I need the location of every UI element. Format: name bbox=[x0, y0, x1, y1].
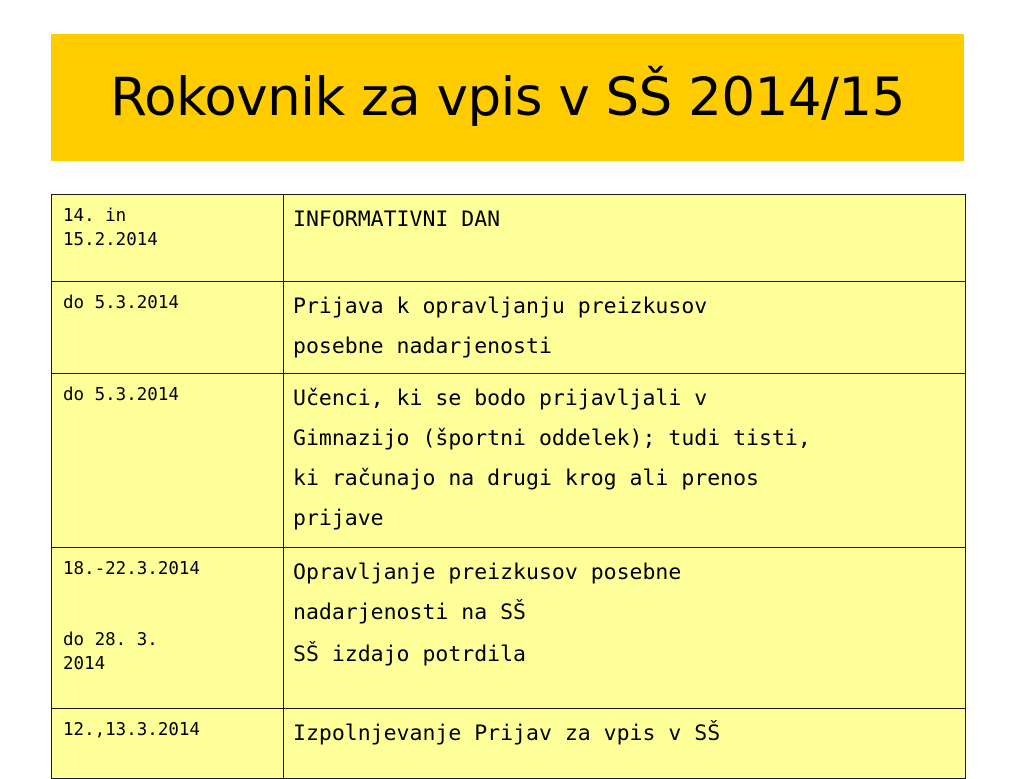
table-row bbox=[52, 374, 966, 548]
event-text: prijave bbox=[293, 506, 384, 531]
event-text: ki računajo na drugi krog ali prenos bbox=[293, 466, 759, 491]
date-text: do 28. 3. bbox=[63, 630, 158, 650]
date-text: 12.,13.3.2014 bbox=[63, 720, 200, 740]
date-cell bbox=[52, 374, 284, 548]
date-cell bbox=[52, 709, 284, 779]
table-row bbox=[52, 195, 966, 282]
date-text: 15.2.2014 bbox=[63, 230, 158, 250]
event-text: SŠ izdajo potrdila bbox=[293, 642, 526, 667]
date-cell bbox=[52, 195, 284, 282]
date-cell bbox=[52, 282, 284, 374]
event-text: nadarjenosti na SŠ bbox=[293, 600, 526, 625]
date-text: 18.-22.3.2014 bbox=[63, 559, 200, 579]
event-text: posebne nadarjenosti bbox=[293, 334, 552, 359]
table-row bbox=[52, 282, 966, 374]
event-text: Opravljanje preizkusov posebne bbox=[293, 560, 682, 585]
date-text: do 5.3.2014 bbox=[63, 385, 179, 405]
event-cell bbox=[284, 374, 966, 548]
table-row bbox=[52, 709, 966, 779]
event-text: INFORMATIVNI DAN bbox=[293, 207, 501, 232]
date-text: 14. in bbox=[63, 206, 127, 226]
event-text: Prijava k opravljanju preizkusov bbox=[293, 294, 708, 319]
date-cell bbox=[52, 548, 284, 709]
event-cell bbox=[284, 709, 966, 779]
date-text: 2014 bbox=[63, 654, 106, 674]
table-row bbox=[52, 548, 966, 709]
event-text: Gimnazijo (športni oddelek); tudi tisti, bbox=[293, 426, 811, 451]
event-cell bbox=[284, 548, 966, 709]
slide-title: Rokovnik za vpis v SŠ 2014/15 bbox=[110, 67, 905, 128]
event-cell bbox=[284, 195, 966, 282]
event-text: Učenci, ki se bodo prijavljali v bbox=[293, 386, 708, 411]
event-text: Izpolnjevanje Prijav za vpis v SŠ bbox=[293, 721, 721, 746]
event-cell bbox=[284, 282, 966, 374]
title-banner bbox=[51, 34, 964, 161]
date-text: do 5.3.2014 bbox=[63, 293, 179, 313]
schedule-table bbox=[51, 194, 966, 779]
